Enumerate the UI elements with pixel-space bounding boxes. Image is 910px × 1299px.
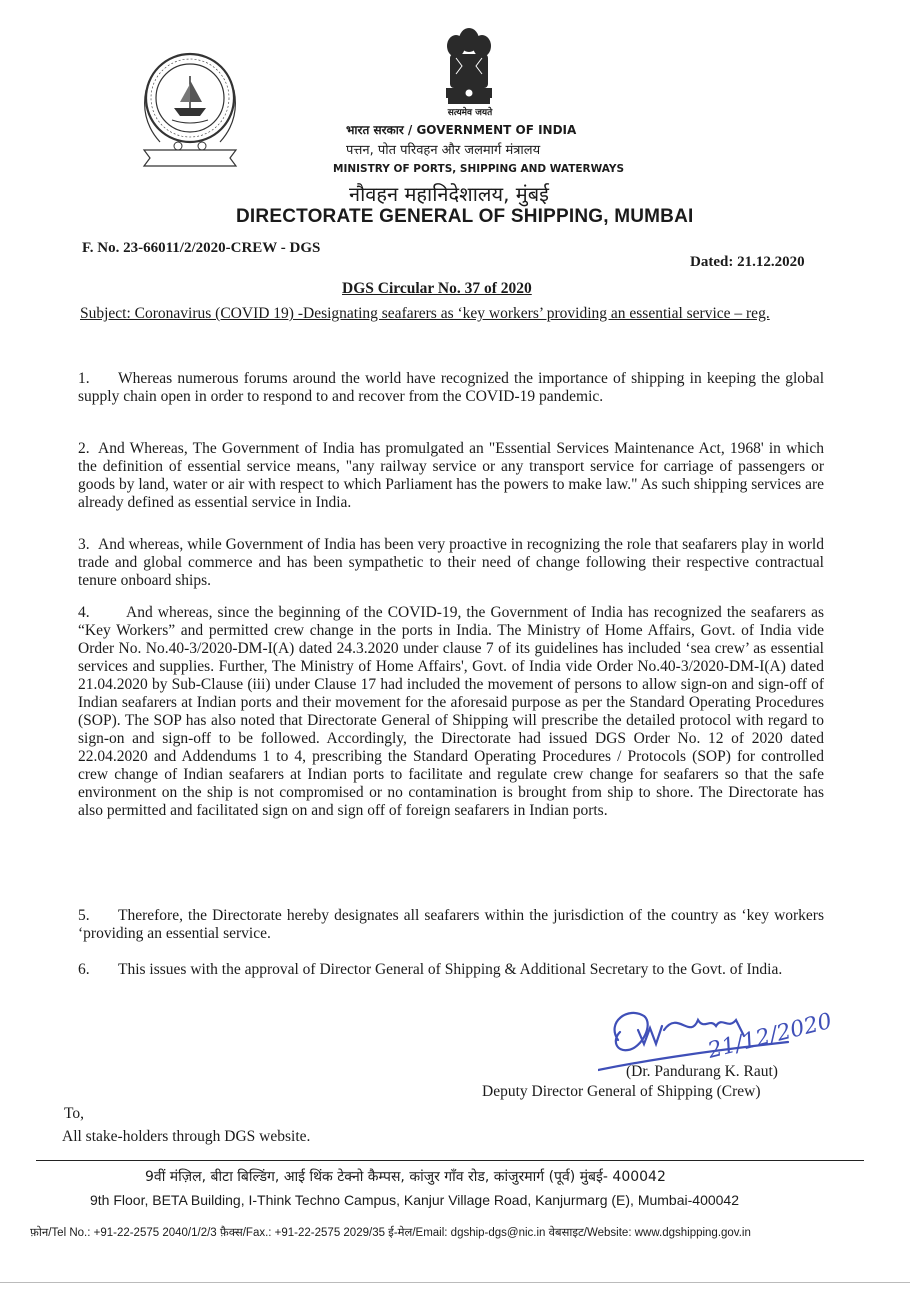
signature-date: 21/12/2020 [705, 1008, 835, 1064]
paragraph-number: 4. [78, 604, 90, 621]
dgs-seal-logo [138, 50, 242, 172]
footer-contact: फ़ोन/Tel No.: +91-22-2575 2040/1/2/3 फ़ैक्स/Fax.: +91-22-2575 2029/35 ई-मेल/Email: dgship-dgs@nic.in वेबसाइट/Website: www.dgshipping.gov.in [30, 1227, 751, 1239]
ministry-name-hindi: पत्तन, पोत परिवहन और जलमार्ग मंत्रालय [346, 143, 541, 158]
paragraph-4 [78, 604, 824, 820]
paragraph-5 [78, 907, 824, 943]
paragraph-number: 2. [78, 440, 90, 457]
signer-name: (Dr. Pandurang K. Raut) [626, 1063, 778, 1080]
recipient-line: All stake-holders through DGS website. [62, 1128, 311, 1145]
paragraph-text: Therefore, the Directorate hereby designates all seafarers within the jurisdiction of the country as ‘key workers ‘providing an essential service. [78, 907, 824, 942]
footer-address-english: 9th Floor, BETA Building, I-Think Techno Campus, Kanjur Village Road, Kanjurmarg (E), Mumbai-400042 [90, 1192, 739, 1208]
paragraph-text: And whereas, since the beginning of the COVID-19, the Government of India has recognized the seafarers as “Key Workers” and permitted crew change in the ports in India. The Ministry of Home Affairs, Govt. of India vide Order No. No.40-3/2020-DM-I(A) dated 24.3.2020 under clause 7 of its guidelines has included ‘sea crew’ as essential services and supplies. Further, The Ministry of Home Affairs', Govt. of India vide Order No.40-3/2020-DM-I(A) dated 21.04.2020 by Sub-Clause (iii) under Clause 17 had included the movement of persons to allow sign-on and sign-off of Indian seafarers at Indian ports and their movement for the aforesaid purpose as per the Standard Operating Procedures (SOP). The SOP has also noted that Directorate General of Shipping will prescribe the detailed protocol with regard to sign-on and sign-off to be followed. Accordingly, the Directorate had issued DGS Order No. 12 of 2020 dated 22.04.2020 and Addendums 1 to 4, prescribing the Standard Operating Procedures / Protocols (SOP) for controlled crew change of Indian seafarers at Indian ports to facilitate and regulate crew change for seafarers so that the safe environment on the ship is not compromised or no contamination is brought from ship to shore. The Directorate has also permitted and facilitated sign on and sign off of foreign seafarers in Indian ports. [78, 604, 824, 819]
paragraph-number: 1. [78, 370, 90, 387]
paragraph-text: Whereas numerous forums around the world have recognized the importance of shipping in keeping the global supply chain open in order to respond to and recover from the COVID-19 pandemic. [78, 370, 824, 405]
paragraph-1 [78, 370, 824, 406]
page-edge-line [0, 1282, 910, 1283]
paragraph-2 [78, 440, 824, 512]
paragraph-text: And whereas, while Government of India has been very proactive in recognizing the role that seafarers play in world trade and global commerce and has been sympathetic to their need of change following their respective contractual tenure onboard ships. [78, 536, 824, 589]
paragraph-6 [78, 961, 824, 979]
ministry-name-english: MINISTRY OF PORTS, SHIPPING AND WATERWAYS [333, 163, 625, 175]
circular-date: Dated: 21.12.2020 [690, 254, 805, 270]
footer-divider [36, 1160, 864, 1161]
paragraph-number: 6. [78, 961, 90, 978]
signer-designation: Deputy Director General of Shipping (Crew) [482, 1083, 761, 1100]
paragraph-text: This issues with the approval of Director General of Shipping & Additional Secretary to the Govt. of India. [118, 961, 783, 978]
recipient-to: To, [64, 1105, 85, 1122]
paragraph-number: 3. [78, 536, 90, 553]
government-line: भारत सरकार / GOVERNMENT OF INDIA [346, 123, 577, 137]
emblem-motto: सत्यमेव जयते [447, 108, 493, 118]
paragraph-3 [78, 536, 824, 590]
subject-line: Subject: Coronavirus (COVID 19) -Designating seafarers as ‘key workers’ providing an essential service – reg. [80, 305, 770, 322]
paragraph-text: And Whereas, The Government of India has promulgated an "Essential Services Maintenance Act, 1968' in which the definition of essential service means, "any railway service or any transport service for carriage of passengers or goods by land, water or air with respect to which Parliament has the powers to make law." As such shipping services are already defined as essential service in India. [78, 440, 824, 511]
circular-title: DGS Circular No. 37 of 2020 [342, 280, 532, 297]
footer-address-hindi: 9वीं मंज़िल, बीटा बिल्डिंग, आई थिंक टेक्नो कैम्पस, कांजुर गाँव रोड, कांजुरमार्ग (पूर्व) मुंबई- 400042 [145, 1169, 666, 1185]
directorate-name-english: DIRECTORATE GENERAL OF SHIPPING, MUMBAI [236, 206, 694, 227]
file-number: F. No. 23-66011/2/2020-CREW - DGS [82, 240, 321, 256]
directorate-name-hindi: नौवहन महानिदेशालय, मुंबई [349, 182, 549, 206]
paragraph-number: 5. [78, 907, 90, 924]
